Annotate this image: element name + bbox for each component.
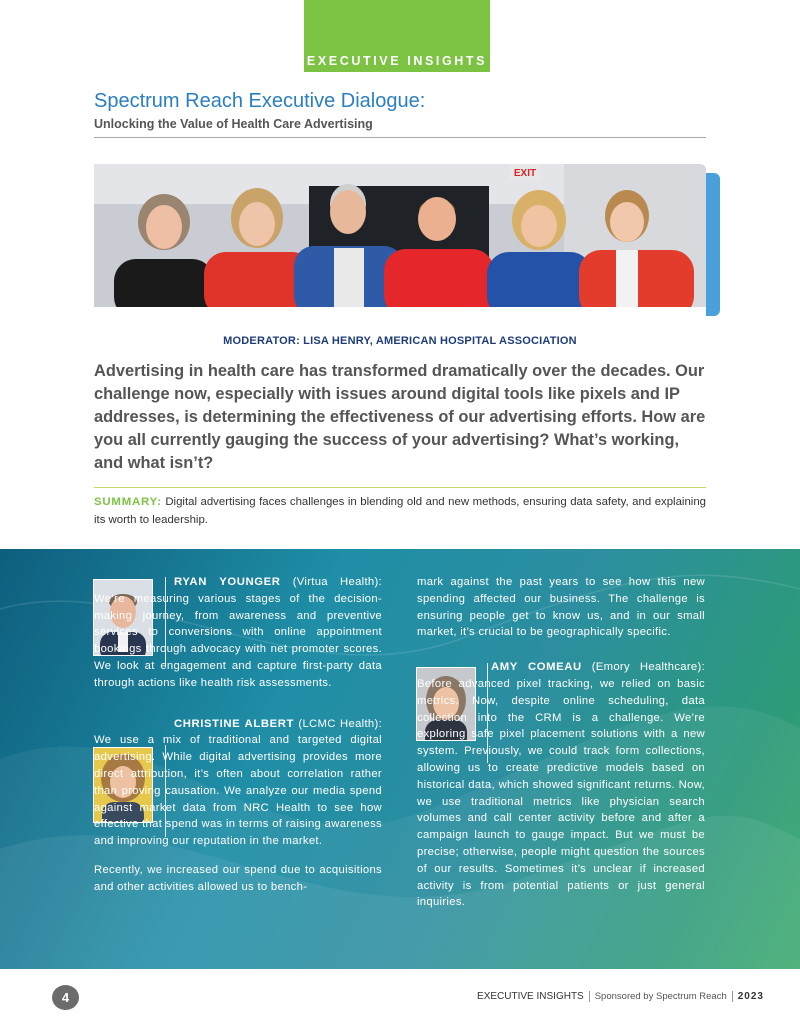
ryan-younger-org: (Virtua Health):: [280, 576, 382, 588]
footer-sponsor: Sponsored by Spectrum Reach: [594, 991, 727, 1003]
footer-credits: [477, 991, 764, 1002]
ryan-younger-text: We’re measuring various stages of the decision-making journey, from awareness and preventive services to conversions with online appointment bookings through advocacy with net promoter scores. We look at engagement and capture first-party data through actions like health risk assessments.: [94, 592, 382, 689]
group-photo-illustration: [94, 164, 706, 307]
page-footer: [0, 985, 800, 1015]
ryan-younger-response: [94, 574, 382, 692]
right-column: [417, 574, 705, 911]
moderator-line: MODERATOR: LISA HENRY, AMERICAN HOSPITAL ASSOCIATION: [223, 335, 577, 347]
summary-text: Digital advertising faces challenges in blending old and new methods, ensuring data safety, and explaining its worth to leadership.: [94, 496, 706, 526]
christine-albert-response-end: mark against the past years to see how this new spending affected our business. The challenge is ensuring people get to know us, and in our small market, it’s crucial to be geographically specific.: [417, 576, 705, 639]
summary-divider: [94, 487, 706, 488]
footer-separator: [732, 991, 733, 1002]
amy-comeau-name: AMY COMEAU: [491, 661, 582, 674]
christine-albert-response: [94, 716, 382, 850]
footer-year: 2023: [737, 991, 764, 1003]
exit-sign: EXIT: [513, 168, 537, 179]
group-photo: [94, 164, 706, 307]
ryan-younger-name: RYAN YOUNGER: [174, 576, 281, 588]
footer-publication: EXECUTIVE INSIGHTS: [477, 991, 584, 1003]
responses-band: [0, 549, 800, 969]
footer-separator: [589, 991, 590, 1002]
photo-accent-bar: [706, 173, 720, 316]
amy-comeau-text: Before advanced pixel tracking, we relied on basic metrics. Now, despite online scheduling, data collection into the CRM is a challenge. We’re exploring safe pixel placement solutions with a new system. Previously, we could track form collections, allowing us to create predictive models based on historical data, which showed significant returns. Now, we use traditional metrics like physician search volumes and call center activity before and after a campaign launch to gauge impact. But we must be precise; otherwise, people might question the sources of our results. Sometimes it’s unclear if increased activity is from potential patients or just general inquiries.: [417, 677, 705, 909]
christine-albert-response-cont: Recently, we increased our spend due to acquisitions and other activities allowed us to bench-: [94, 863, 382, 893]
moderator-question: Advertising in health care has transformed dramatically over the decades. Our challenge now, especially with issues around digital tools like pixels and IP addresses, is determining the effectiveness of our advertising efforts. How are you all currently gauging the success of your advertising? What’s working, and what isn’t?: [94, 362, 706, 472]
page-number: 4: [52, 985, 79, 1010]
christine-albert-text: We use a mix of traditional and targeted digital advertising. While digital advertising provides more direct attribution, it’s often about correlation rather than proving causation. We analyze our media spend against market data from NRC Health to see how effective that spend was in terms of raising awareness and improving our reputation in the market.: [94, 734, 382, 848]
section-tab: [304, 0, 490, 72]
amy-comeau-org: (Emory Healthcare):: [581, 661, 705, 674]
page-subtitle: Unlocking the Value of Health Care Advertising: [94, 117, 373, 131]
page-title: Spectrum Reach Executive Dialogue:: [94, 90, 426, 112]
christine-albert-org: (LCMC Health):: [293, 717, 383, 730]
summary-paragraph: [94, 494, 706, 529]
amy-comeau-response: [417, 659, 705, 911]
title-divider: [94, 137, 706, 138]
summary-label: SUMMARY:: [94, 496, 162, 508]
left-column: [94, 574, 382, 896]
christine-albert-name: CHRISTINE ALBERT: [174, 717, 294, 730]
panel-photo: [94, 164, 706, 307]
section-tab-label: EXECUTIVE INSIGHTS: [306, 54, 488, 68]
